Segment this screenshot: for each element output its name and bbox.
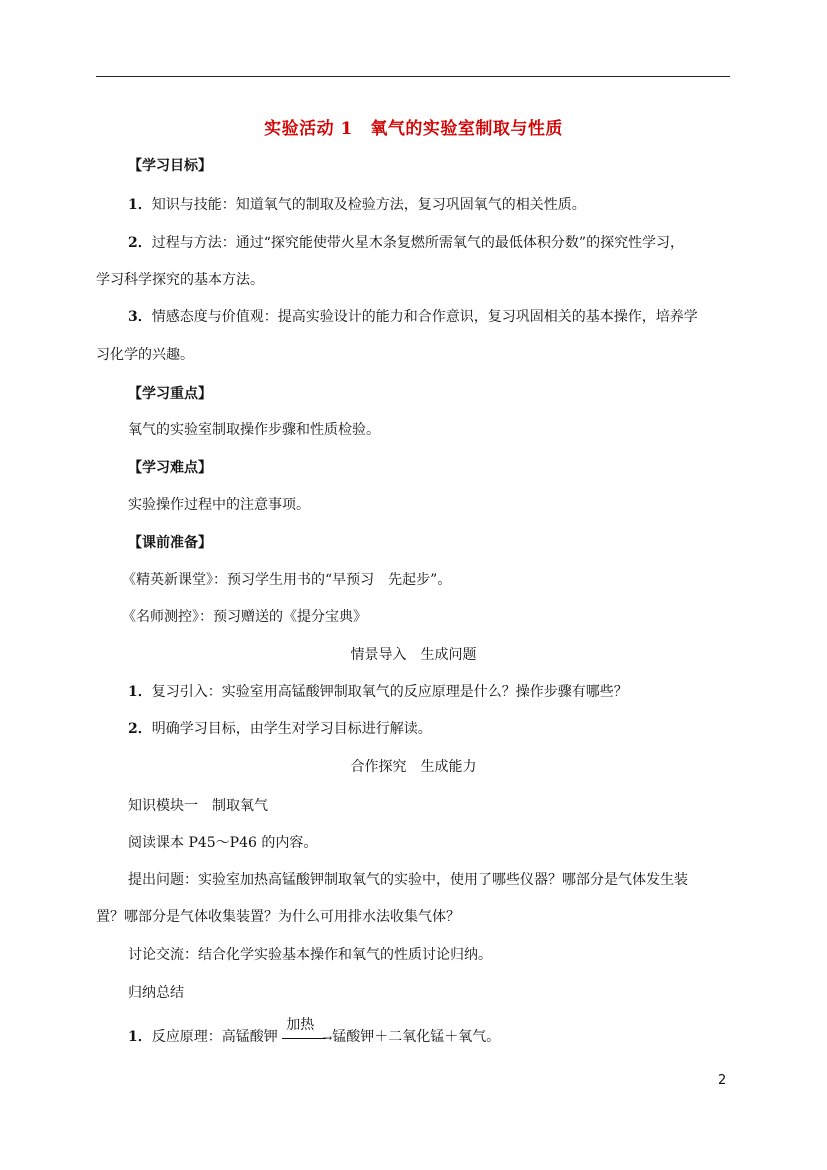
item-number: 2． — [128, 721, 152, 737]
reaction-equation — [128, 1017, 501, 1046]
list-item — [128, 308, 698, 326]
reaction-condition: 加热 — [286, 1017, 315, 1033]
item-number: 1． — [128, 684, 152, 700]
item-text: 复习引入：实验室用高锰酸钾制取氧气的反应原理是什么？操作步骤有哪些？ — [151, 684, 628, 700]
item-text: 知识与技能：知道氧气的制取及检验方法，复习巩固氧气的相关性质。 — [151, 197, 586, 213]
paragraph-line: 氧气的实验室制取操作步骤和性质检验。 — [128, 422, 380, 438]
arrow-right-icon: → — [322, 1031, 333, 1045]
section-heading-preparation: 【课前准备】 — [128, 535, 212, 551]
paragraph-line: 阅读课本 P45～P46 的内容。 — [128, 835, 318, 851]
list-item — [128, 683, 628, 701]
stage-heading-introduction: 情景导入 生成问题 — [350, 647, 477, 663]
module-heading: 知识模块一 制取氧气 — [128, 798, 268, 814]
item-number: 1． — [128, 1029, 152, 1045]
paragraph-line: 《精英新课堂》：预习学生用书的“早预习 先起步”。 — [122, 572, 452, 588]
item-number: 2． — [128, 235, 152, 251]
header-rule — [96, 76, 730, 77]
paragraph-line: 学习科学探究的基本方法。 — [96, 272, 264, 288]
equation-products: 锰酸钾＋二氧化锰＋氧气。 — [332, 1029, 501, 1045]
paragraph-line: 习化学的兴趣。 — [96, 347, 194, 363]
list-item — [128, 196, 586, 214]
item-text: 情感态度与价值观：提高实验设计的能力和合作意识，复习巩固相关的基本操作，培养学 — [151, 309, 698, 325]
item-number: 1． — [128, 197, 152, 213]
paragraph-line: 归纳总结 — [128, 985, 184, 1001]
section-heading-objectives: 【学习目标】 — [128, 158, 212, 174]
paragraph-line: 《名师测控》：预习赠送的《提分宝典》 — [122, 609, 367, 625]
paragraph-line: 实验操作过程中的注意事项。 — [128, 497, 310, 513]
page-title: 实验活动 1 氧气的实验室制取与性质 — [264, 119, 563, 139]
section-heading-difficulties: 【学习难点】 — [128, 460, 212, 476]
arrow-line — [282, 1038, 326, 1039]
reaction-arrow — [282, 1017, 333, 1046]
paragraph-line: 提出问题：实验室加热高锰酸钾制取氧气的实验中，使用了哪些仪器？哪部分是气体发生装 — [128, 872, 688, 888]
item-text: 明确学习目标，由学生对学习目标进行解读。 — [151, 721, 432, 737]
section-heading-key-points: 【学习重点】 — [128, 386, 212, 402]
paragraph-line: 讨论交流：结合化学实验基本操作和氧气的性质讨论归纳。 — [128, 947, 492, 963]
item-number: 3． — [128, 309, 152, 325]
equation-reactant: 反应原理：高锰酸钾 — [151, 1029, 278, 1045]
list-item — [128, 720, 432, 738]
stage-heading-exploration: 合作探究 生成能力 — [350, 759, 477, 775]
paragraph-line: 置？哪部分是气体收集装置？为什么可用排水法收集气体？ — [96, 909, 460, 925]
item-text: 过程与方法：通过“探究能使带火星木条复燃所需氧气的最低体积分数”的探究性学习， — [151, 235, 685, 251]
page-number: 2 — [718, 1073, 727, 1088]
list-item — [128, 234, 684, 252]
